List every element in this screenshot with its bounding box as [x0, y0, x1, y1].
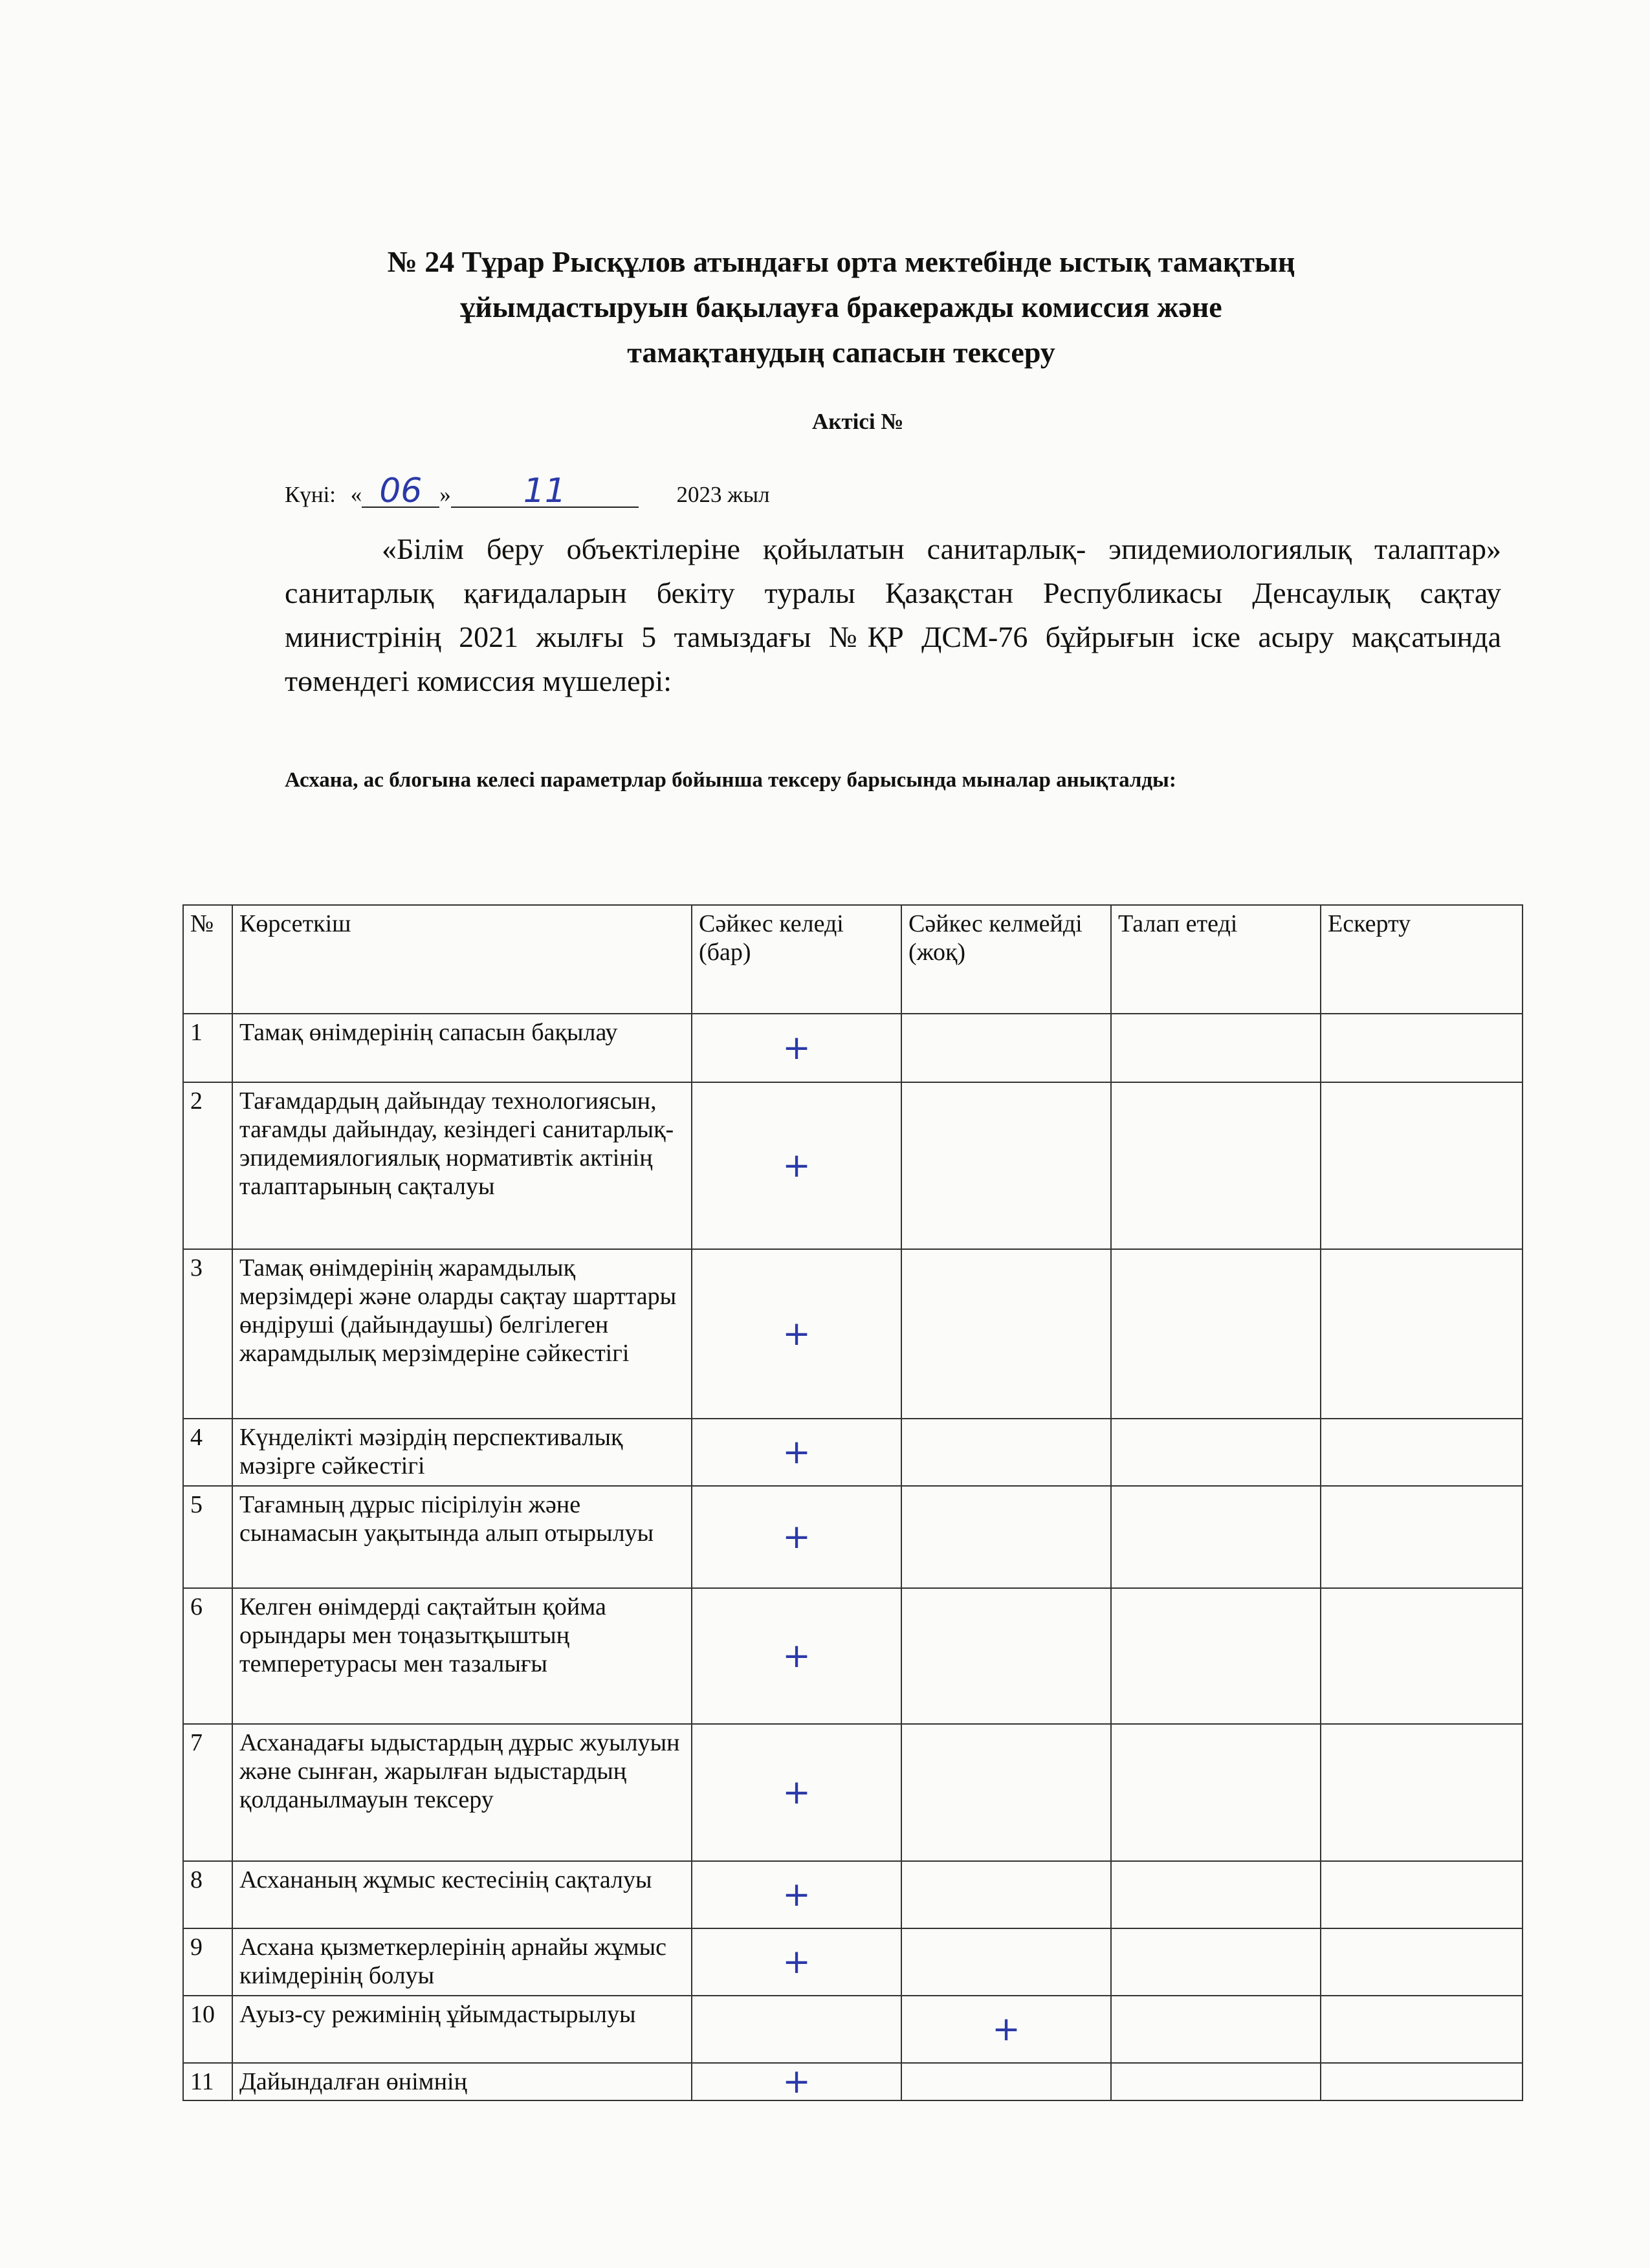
intro-paragraph — [285, 527, 1501, 703]
noncompliant-mark — [901, 1588, 1111, 1724]
required-cell — [1111, 1486, 1321, 1588]
compliant-mark: + — [692, 1486, 901, 1588]
row-indicator: Тамақ өнімдерінің жарамдылық мерзімдері және оларды сақтау шарттары өндіруші (дайындаушы) белгілеген жарамдылық мерзімдеріне сәйкестігі — [232, 1249, 692, 1419]
table-row — [183, 1996, 1523, 2063]
row-num: 4 — [183, 1419, 232, 1486]
date-row — [285, 472, 770, 510]
note-cell — [1321, 1419, 1523, 1486]
compliant-mark: + — [692, 1082, 901, 1249]
compliant-mark: + — [692, 2063, 901, 2100]
row-indicator: Ауыз-су режимінің ұйымдастырылуы — [232, 1996, 692, 2063]
required-cell — [1111, 1014, 1321, 1082]
compliant-mark: + — [692, 1724, 901, 1861]
noncompliant-mark — [901, 1014, 1111, 1082]
noncompliant-mark — [901, 2063, 1111, 2100]
required-cell — [1111, 1082, 1321, 1249]
row-num: 1 — [183, 1014, 232, 1082]
header-required: Талап етеді — [1111, 905, 1321, 1014]
noncompliant-mark: + — [901, 1996, 1111, 2063]
row-indicator: Асханадағы ыдыстардың дұрыс жуылуын және сынған, жарылған ыдыстардың қолданылмауын тексеру — [232, 1724, 692, 1861]
date-day: 06 — [362, 475, 439, 508]
required-cell — [1111, 1861, 1321, 1928]
header-num: № — [183, 905, 232, 1014]
required-cell — [1111, 1588, 1321, 1724]
header-indicator: Көрсеткіш — [232, 905, 692, 1014]
finding-line: Асхана, ас блогына келесі параметрлар бойынша тексеру барысында мыналар анықталды: — [285, 769, 1176, 792]
noncompliant-mark — [901, 1928, 1111, 1996]
note-cell — [1321, 1249, 1523, 1419]
noncompliant-mark — [901, 1861, 1111, 1928]
title-line: № 24 Тұрар Рысқұлов атындағы орта мектебінде ыстық тамақтың — [387, 245, 1295, 278]
note-cell — [1321, 1861, 1523, 1928]
date-open-quote: « — [350, 482, 362, 507]
required-cell — [1111, 1249, 1321, 1419]
note-cell — [1321, 1082, 1523, 1249]
note-cell — [1321, 1928, 1523, 1996]
table-row — [183, 1082, 1523, 1249]
header-noncompliant: Сәйкес келмейді (жоқ) — [901, 905, 1111, 1014]
row-num: 9 — [183, 1928, 232, 1996]
note-cell — [1321, 1014, 1523, 1082]
date-year: 2023 жыл — [676, 482, 770, 507]
compliant-mark: + — [692, 1419, 901, 1486]
row-indicator: Тағамдардың дайындау технологиясын, тағамды дайындау, кезіндегі санитарлық-эпидемиялогиялық нормативтік актінің талаптарының сақталуы — [232, 1082, 692, 1249]
table-row — [183, 1588, 1523, 1724]
table-row — [183, 1419, 1523, 1486]
required-cell — [1111, 1419, 1321, 1486]
row-num: 8 — [183, 1861, 232, 1928]
row-num: 3 — [183, 1249, 232, 1419]
compliant-mark: + — [692, 1014, 901, 1082]
title-line: тамақтанудың сапасын тексеру — [627, 336, 1055, 369]
date-month: 11 — [451, 475, 639, 508]
note-cell — [1321, 1724, 1523, 1861]
table-row — [183, 1249, 1523, 1419]
compliant-mark: + — [692, 1588, 901, 1724]
row-indicator: Күнделікті мәзірдің перспективалық мәзірге сәйкестігі — [232, 1419, 692, 1486]
required-cell — [1111, 2063, 1321, 2100]
noncompliant-mark — [901, 1486, 1111, 1588]
table-row — [183, 2063, 1523, 2100]
row-indicator: Асхана қызметкерлерінің арнайы жұмыс киімдерінің болуы — [232, 1928, 692, 1996]
row-indicator: Тамақ өнімдерінің сапасын бақылау — [232, 1014, 692, 1082]
table-header-row — [183, 905, 1523, 1014]
required-cell — [1111, 1996, 1321, 2063]
row-indicator: Дайындалған өнімнің — [232, 2063, 692, 2100]
header-compliant: Сәйкес келеді (бар) — [692, 905, 901, 1014]
compliant-mark: + — [692, 1928, 901, 1996]
row-indicator: Келген өнімдерді сақтайтын қойма орындары мен тоңазытқыштың темперетурасы мен тазалығы — [232, 1588, 692, 1724]
note-cell — [1321, 1588, 1523, 1724]
row-num: 11 — [183, 2063, 232, 2100]
row-num: 6 — [183, 1588, 232, 1724]
date-close-quote: » — [439, 482, 451, 507]
header-note: Ескерту — [1321, 905, 1523, 1014]
row-indicator: Асхананың жұмыс кестесінің сақталуы — [232, 1861, 692, 1928]
row-num: 5 — [183, 1486, 232, 1588]
row-indicator: Тағамның дұрыс пісірілуін және сынамасын уақытында алып отырылуы — [232, 1486, 692, 1588]
table-row — [183, 1861, 1523, 1928]
table-row — [183, 1014, 1523, 1082]
noncompliant-mark — [901, 1082, 1111, 1249]
row-num: 2 — [183, 1082, 232, 1249]
table-row — [183, 1724, 1523, 1861]
date-label: Күні: — [285, 482, 336, 507]
table-row — [183, 1928, 1523, 1996]
inspection-table — [182, 904, 1523, 2101]
intro-text: «Білім беру объектілеріне қойылатын санитарлық- эпидемиологиялық талаптар» санитарлық қағидаларын бекіту туралы Қазақстан Республикасы Денсаулық сақтау министрінің 2021 жылғы 5 тамыздағы №ҚР ДСМ-76 бұйрығын іске асыру мақсатында төмендегі комиссия мүшелері: — [285, 532, 1501, 697]
title-line: ұйымдастыруын бақылауға бракеражды комиссия және — [460, 290, 1222, 323]
required-cell — [1111, 1928, 1321, 1996]
row-num: 7 — [183, 1724, 232, 1861]
note-cell — [1321, 1486, 1523, 1588]
noncompliant-mark — [901, 1419, 1111, 1486]
noncompliant-mark — [901, 1724, 1111, 1861]
row-num: 10 — [183, 1996, 232, 2063]
compliant-mark: + — [692, 1249, 901, 1419]
document-title — [194, 239, 1488, 375]
note-cell — [1321, 2063, 1523, 2100]
noncompliant-mark — [901, 1249, 1111, 1419]
compliant-mark: + — [692, 1861, 901, 1928]
act-number-label: Актісі № — [812, 409, 904, 434]
compliant-mark — [692, 1996, 901, 2063]
note-cell — [1321, 1996, 1523, 2063]
table-row — [183, 1486, 1523, 1588]
required-cell — [1111, 1724, 1321, 1861]
